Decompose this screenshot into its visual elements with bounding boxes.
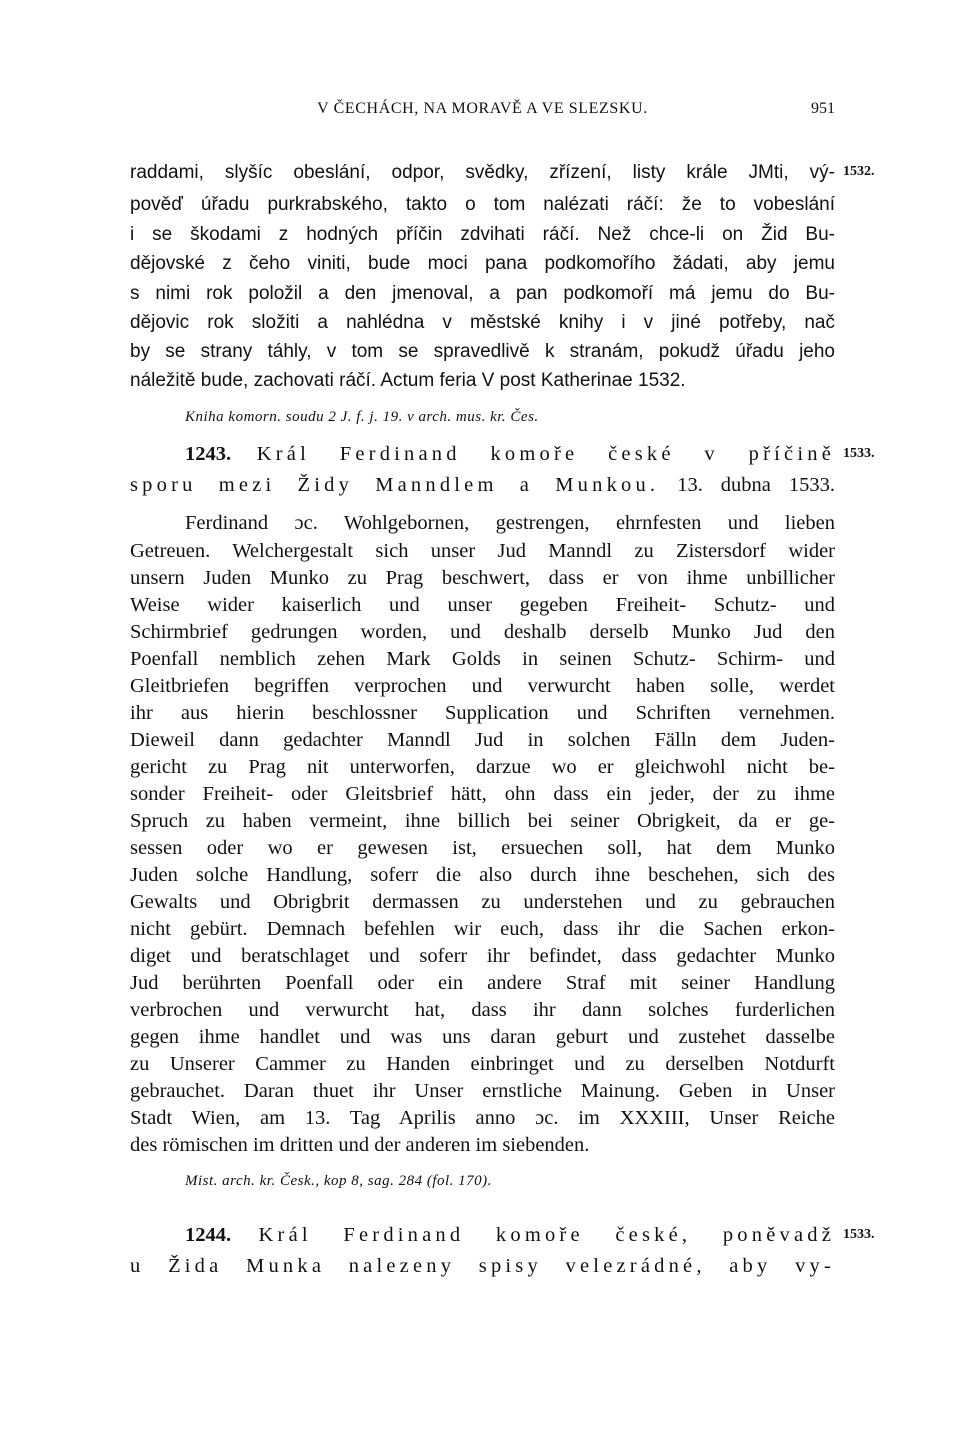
running-head-title: V ČECHÁCH, NA MORAVĚ A VE SLEZSKU. [317, 100, 648, 117]
paragraph-line: dějovic rok složiti a nahlédna v městské knihy i v jiné potřeby, nač [130, 312, 835, 333]
paragraph-line: diget und beratschlaget und soferr ihr befindet, dass gedachter Munko [130, 945, 835, 967]
paragraph-line: by se strany táhly, v tom se spravedlivě k stranám, pokudž úřadu jeho [130, 341, 835, 362]
paragraph-line: Schirmbrief gedrungen worden, und deshalb derselb Munko Jud den [130, 621, 835, 643]
paragraph-line: sonder Freiheit- oder Gleitsbrief hätt, ohn dass ein jeder, der zu ihme [130, 783, 835, 805]
document-heading-line-2 [130, 1253, 835, 1279]
paragraph-line: Stadt Wien, am 13. Tag Aprilis anno ɔc. im XXXIII, Unser Reiche [130, 1107, 835, 1129]
document-heading-line-2 [130, 472, 835, 498]
source-citation: Kniha komorn. soudu 2 J. f. j. 19. v arch. mus. kr. Čes. [185, 409, 539, 425]
document-heading [130, 441, 835, 467]
margin-year: 1533. [843, 1227, 875, 1242]
margin-year: 1532. [843, 164, 875, 179]
heading-text: Král Ferdinand komoře české, poněvadž [258, 1224, 835, 1246]
paragraph-line: gegen ihme handlet und was uns daran geburt und zustehet dasselbe [130, 1026, 835, 1048]
paragraph-line: Weise wider kaiserlich und unser gegeben Freiheit- Schutz- und [130, 594, 835, 616]
document-date: 13. dubna 1533. [677, 474, 835, 496]
paragraph-line: Ferdinand ɔc. Wohlgebornen, gestrengen, ehrnfesten und lieben [185, 512, 835, 534]
paragraph-line: náležitě bude, zachovati ráčí. Actum feria V post Katherinae 1532. [130, 370, 686, 391]
paragraph-line: pověď úřadu purkrabského, takto o tom nalézati ráčí: že to vobeslání [130, 194, 835, 215]
document-heading [130, 1222, 835, 1248]
paragraph-line: ihr aus hierin beschlossner Supplication und Schriften vernehmen. [130, 702, 835, 724]
paragraph-line: Poenfall nemblich zehen Mark Golds in seinen Schutz- Schirm- und [130, 648, 835, 670]
paragraph-line: i se škodami z hodných příčin zdvihati ráčí. Než chce-li on Žid Bu- [130, 224, 835, 245]
heading-text: u Žida Munka nalezeny spisy velezrádné, aby vy- [130, 1255, 835, 1277]
document-number: 1244. [185, 1224, 232, 1246]
heading-text: Král Ferdinand komoře české v příčině [256, 443, 835, 465]
paragraph-line: Dieweil dann gedachter Manndl Jud in solchen Fälln dem Juden- [130, 729, 835, 751]
page-number: 951 [811, 100, 835, 117]
paragraph-line: s nimi rok položil a den jmenoval, a pan podkomoří má jemu do Bu- [130, 283, 835, 304]
paragraph-line: Gewalts und Obrigbrit dermassen zu understehen und zu gebrauchen [130, 891, 835, 913]
paragraph-line: zu Unserer Cammer zu Handen einbringet und zu derselben Notdurft [130, 1053, 835, 1075]
paragraph-line: Juden solche Handlung, soferr die also durch ihne beschehen, sich des [130, 864, 835, 886]
paragraph-line: unsern Juden Munko zu Prag beschwert, dass er von ihme unbillicher [130, 567, 835, 589]
paragraph-line: Spruch zu haben vermeint, ihne billich bei seiner Obrigkeit, da er ge- [130, 810, 835, 832]
paragraph-line: raddami, slyšíc obeslání, odpor, svědky, zřízení, listy krále JMti, vý- [130, 162, 835, 183]
paragraph-line: des römischen im dritten und der anderen im siebenden. [130, 1134, 590, 1156]
document-number: 1243. [185, 443, 232, 465]
paragraph-line: nicht gebürt. Demnach befehlen wir euch, dass ihr die Sachen erkon- [130, 918, 835, 940]
paragraph-line: Getreuen. Welchergestalt sich unser Jud Manndl zu Zistersdorf wider [130, 540, 835, 562]
paragraph-line: Gleitbriefen begriffen verprochen und verwurcht haben solle, werdet [130, 675, 835, 697]
paragraph-line: verbrochen und verwurcht hat, dass ihr dann solches furderlichen [130, 999, 835, 1021]
running-head [130, 100, 835, 130]
source-citation: Mist. arch. kr. Česk., kop 8, sag. 284 (fol. 170). [185, 1173, 492, 1189]
paragraph-line: sessen oder wo er gewesen ist, ersuechen soll, hat dem Munko [130, 837, 835, 859]
heading-text: sporu mezi Židy Manndlem a Munkou. [130, 474, 660, 496]
margin-year: 1533. [843, 446, 875, 461]
paragraph-line: dějovské z čeho viniti, bude moci pana podkomořího žádati, aby jemu [130, 253, 835, 274]
paragraph-line: gericht zu Prag nit unterworfen, darzue wo er gleichwohl nicht be- [130, 756, 835, 778]
paragraph-line: gebrauchet. Daran thuet ihr Unser ernstliche Mainung. Geben in Unser [130, 1080, 835, 1102]
paragraph-line: Jud berührten Poenfall oder ein andere Straf mit seiner Handlung [130, 972, 835, 994]
